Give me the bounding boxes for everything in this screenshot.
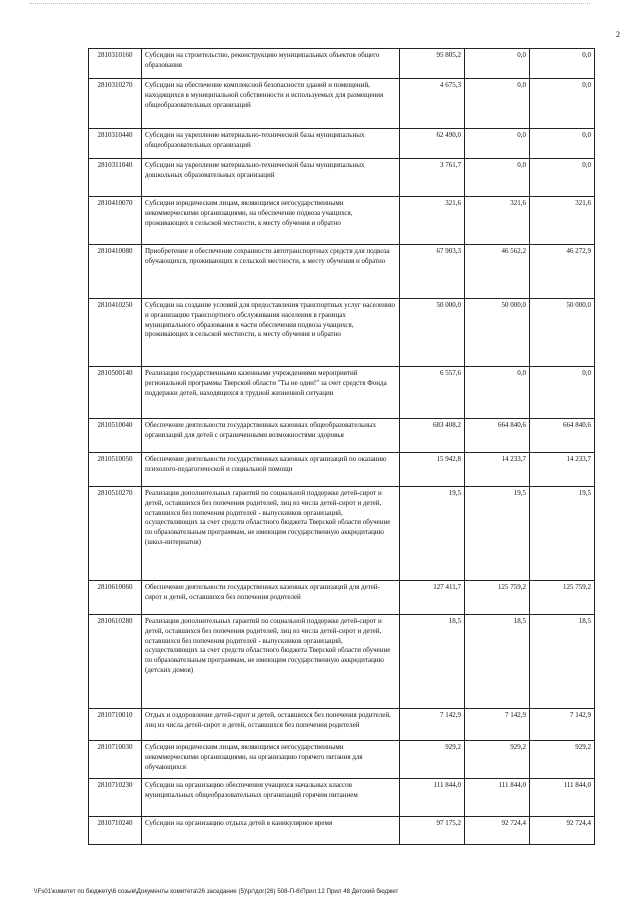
row-description: Субсидии на укрепление материально-технической базы муниципальных дошкольных образовательных организаций (142, 159, 400, 197)
row-code: 2810710240 (89, 817, 142, 845)
row-code: 2810410250 (89, 299, 142, 367)
row-value-2: 18,5 (465, 615, 530, 709)
table-row (89, 197, 595, 245)
row-description: Субсидии на укрепление материально-технической базы муниципальных общеобразовательных организаций (142, 129, 400, 159)
row-value-1: 19,5 (400, 487, 465, 581)
row-value-2: 19,5 (465, 487, 530, 581)
row-description: Субсидии на обеспечение комплексной безопасности зданий и помещений, находящихся в муниципальной собственности и используемых для размещения общеобразовательных организаций (142, 79, 400, 129)
row-value-3: 7 142,9 (530, 709, 595, 741)
row-description: Отдых и оздоровление детей-сирот и детей, оставшихся без попечения родителей, лиц из числа детей-сирот и детей, оставшихся без попечения родителей (142, 709, 400, 741)
row-code: 2810510270 (89, 487, 142, 581)
row-value-2: 321,6 (465, 197, 530, 245)
row-code: 2810311040 (89, 159, 142, 197)
row-description: Субсидии юридическим лицам, являющимся негосударственными некоммерческими организациями, на организацию горячего питания для обучающихся (142, 741, 400, 779)
row-value-1: 97 175,2 (400, 817, 465, 845)
row-value-3: 46 272,9 (530, 245, 595, 299)
table-row (89, 299, 595, 367)
row-value-3: 664 840,6 (530, 419, 595, 453)
row-value-2: 0,0 (465, 367, 530, 419)
row-value-3: 19,5 (530, 487, 595, 581)
row-code: 2810610280 (89, 615, 142, 709)
table-row (89, 741, 595, 779)
row-value-1: 15 942,8 (400, 453, 465, 487)
row-value-2: 92 724,4 (465, 817, 530, 845)
row-value-3: 321,6 (530, 197, 595, 245)
table-row (89, 129, 595, 159)
row-value-1: 7 142,9 (400, 709, 465, 741)
row-code: 2810610060 (89, 581, 142, 615)
table-row (89, 615, 595, 709)
row-value-2: 0,0 (465, 129, 530, 159)
row-value-3: 50 000,0 (530, 299, 595, 367)
footer-file-path: \\Fs01\комитет по бюджету\6 созыв\Документы комитета\26 заседание (5)\рг\дог(26) 508-П-6\Прил 12 Прил 48 Детский бюджет (34, 888, 399, 895)
table-row (89, 79, 595, 129)
row-value-3: 111 844,0 (530, 779, 595, 817)
row-value-1: 127 411,7 (400, 581, 465, 615)
row-value-1: 929,2 (400, 741, 465, 779)
row-code: 2810500140 (89, 367, 142, 419)
row-code: 2810310270 (89, 79, 142, 129)
row-value-1: 50 000,0 (400, 299, 465, 367)
row-value-2: 0,0 (465, 49, 530, 79)
row-description: Субсидии на организацию отдыха детей в каникулярное время (142, 817, 400, 845)
row-value-3: 18,5 (530, 615, 595, 709)
table-row (89, 159, 595, 197)
row-description: Приобретение и обеспечение сохранности автотранспортных средств для подвоза обучающихся, проживающих в сельской местности, к месту обучения и обратно (142, 245, 400, 299)
row-value-3: 14 233,7 (530, 453, 595, 487)
row-description: Субсидии на создание условий для предоставления транспортных услуг населению и организацию транспортного обслуживания населения в границах муниципального образования в части обеспечения подвоза учащихся, проживающих в сельской местности, к месту обучения и обратно (142, 299, 400, 367)
row-value-1: 321,6 (400, 197, 465, 245)
table-row (89, 49, 595, 79)
row-code: 2810410070 (89, 197, 142, 245)
row-value-1: 95 805,2 (400, 49, 465, 79)
row-code: 2810710230 (89, 779, 142, 817)
row-value-1: 6 557,6 (400, 367, 465, 419)
row-value-2: 50 000,0 (465, 299, 530, 367)
table-row (89, 419, 595, 453)
row-code: 2810510040 (89, 419, 142, 453)
row-value-1: 3 761,7 (400, 159, 465, 197)
page-number: 2 (616, 30, 620, 39)
row-description: Обеспечение деятельности государственных казенных организаций для детей-сирот и детей, оставшихся без попечения родителей (142, 581, 400, 615)
row-description: Обеспечение деятельности государственных казенных организаций по оказанию психолого-педагогической и социальной помощи (142, 453, 400, 487)
row-code: 2810310440 (89, 129, 142, 159)
row-value-2: 125 759,2 (465, 581, 530, 615)
row-value-3: 0,0 (530, 367, 595, 419)
row-description: Субсидии на организацию обеспечения учащихся начальных классов муниципальных общеобразовательных организаций горячим питанием (142, 779, 400, 817)
row-value-2: 929,2 (465, 741, 530, 779)
row-value-3: 0,0 (530, 79, 595, 129)
table-row (89, 817, 595, 845)
row-value-3: 125 759,2 (530, 581, 595, 615)
row-value-3: 929,2 (530, 741, 595, 779)
row-value-2: 0,0 (465, 79, 530, 129)
row-value-1: 4 675,3 (400, 79, 465, 129)
row-code: 2810510050 (89, 453, 142, 487)
budget-table-body (89, 49, 595, 845)
row-description: Субсидии на строительство, реконструкцию муниципальных объектов общего образования (142, 49, 400, 79)
row-description: Реализация дополнительных гарантий по социальной поддержке детей-сирот и детей, оставшихся без попечения родителей, лиц из числа детей-сирот и детей, оставшихся без попечения родителей - выпускников организаций, осуществляющих за счет средств областного бюджета Тверской области обучение по образовательным программам, не имеющим государственную аккредитацию (детских домов) (142, 615, 400, 709)
row-value-3: 0,0 (530, 159, 595, 197)
row-code: 2810410080 (89, 245, 142, 299)
table-row (89, 367, 595, 419)
budget-table (88, 48, 595, 845)
row-value-1: 62 490,0 (400, 129, 465, 159)
table-row (89, 245, 595, 299)
row-description: Реализация дополнительных гарантий по социальной поддержке детей-сирот и детей, оставшихся без попечения родителей, лиц из числа детей-сирот и детей, оставшихся без попечения родителей - выпускников организаций, осуществляющих за счет средств областного бюджета Тверской области обучение по образовательным программам, не имеющим государственную аккредитацию (школ-интернатов) (142, 487, 400, 581)
row-code: 2810310160 (89, 49, 142, 79)
row-code: 2810710010 (89, 709, 142, 741)
row-description: Обеспечение деятельности государственных казенных общеобразовательных организаций для детей с ограниченными возможностями здоровья (142, 419, 400, 453)
row-value-1: 18,5 (400, 615, 465, 709)
table-row (89, 453, 595, 487)
table-row (89, 779, 595, 817)
row-description: Реализация государственными казенными учреждениями мероприятий региональной программы Тверской области "Ты не один!" за счет средств Фонда поддержки детей, находящихся в трудной жизненной ситуации (142, 367, 400, 419)
row-description: Субсидии юридическим лицам, являющимся негосударственными некоммерческими организациями, на обеспечение подвоза учащихся, проживающих в сельской местности, к месту обучения и обратно (142, 197, 400, 245)
row-value-3: 92 724,4 (530, 817, 595, 845)
scan-artifact-line (30, 3, 590, 5)
row-value-2: 7 142,9 (465, 709, 530, 741)
row-value-2: 111 844,0 (465, 779, 530, 817)
row-value-1: 683 408,2 (400, 419, 465, 453)
row-value-2: 14 233,7 (465, 453, 530, 487)
row-value-1: 67 903,3 (400, 245, 465, 299)
table-row (89, 487, 595, 581)
table-row (89, 709, 595, 741)
table-row (89, 581, 595, 615)
row-value-1: 111 844,0 (400, 779, 465, 817)
row-value-2: 0,0 (465, 159, 530, 197)
row-value-3: 0,0 (530, 129, 595, 159)
row-value-2: 664 840,6 (465, 419, 530, 453)
row-value-2: 46 562,2 (465, 245, 530, 299)
row-code: 2810710030 (89, 741, 142, 779)
row-value-3: 0,0 (530, 49, 595, 79)
